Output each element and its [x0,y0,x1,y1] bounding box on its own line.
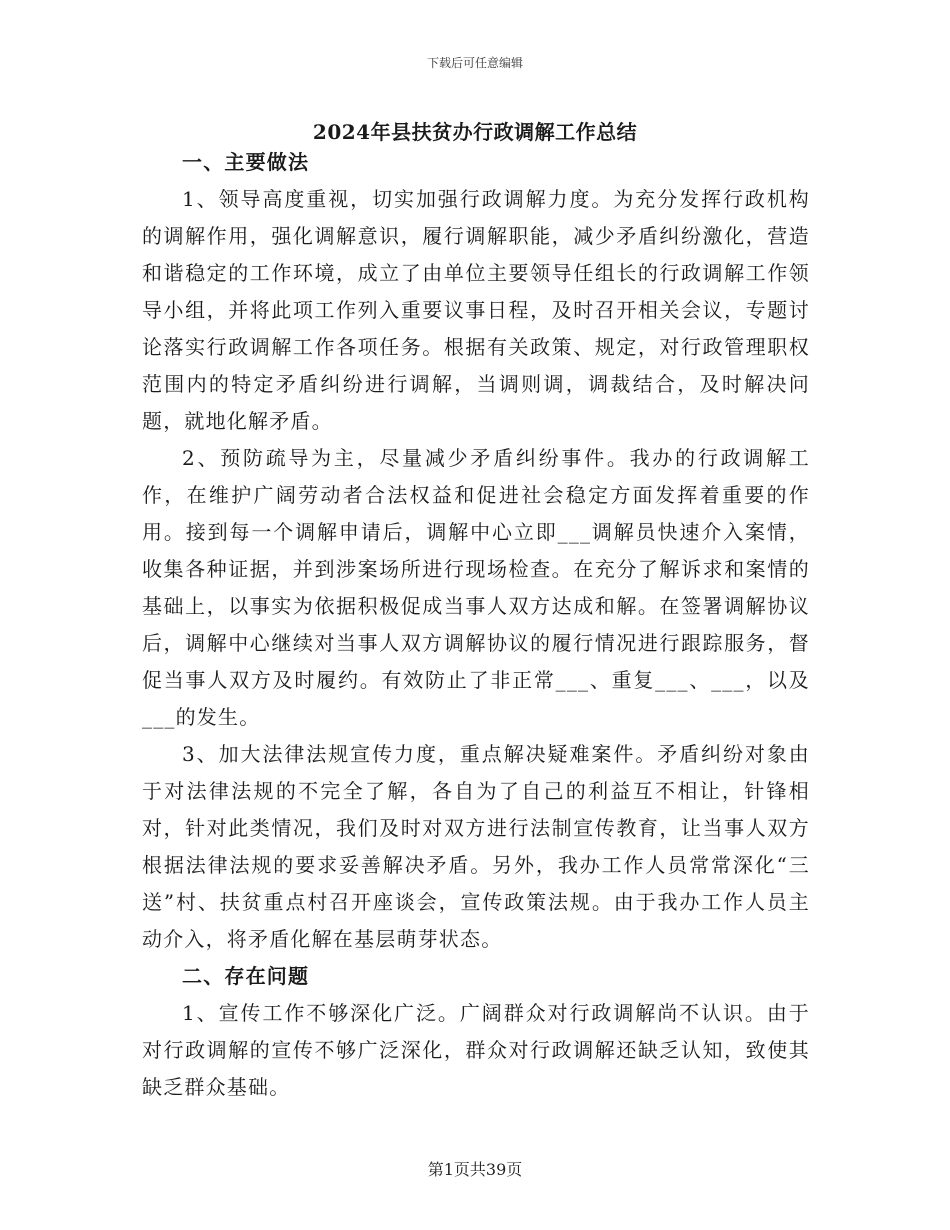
section-heading-problems: 二、存在问题 [182,964,310,988]
document-body [142,144,810,1106]
header-note: 下载后可任意编辑 [426,56,523,70]
paragraph-legal-publicity: 3、加大法律法规宣传力度，重点解决疑难案件。矛盾纠纷对象由于对法律法规的不完全了解，各自为了自己的利益互不相让，针锋相对，针对此类情况，我们及时对双方进行法制宣传教育，让当事人双方根据法律法规的要求妥善解决矛盾。另外，我办工作人员常常深化“三送”村、扶贫重点村召开座谈会，宣传政策法规。由于我办工作人员主动介入，将矛盾化解在基层萌芽状态。 [142,742,810,951]
paragraph-prevention: 2、预防疏导为主，尽量减少矛盾纠纷事件。我办的行政调解工作，在维护广阔劳动者合法权益和促进社会稳定方面发挥着重要的作用。接到每一个调解申请后，调解中心立即___调解员快速介入案情，收集各种证据，并到涉案场所进行现场检查。在充分了解诉求和案情的基础上，以事实为依据积极促成当事人双方达成和解。在签署调解协议后，调解中心继续对当事人双方调解协议的履行情况进行跟踪服务，督促当事人双方及时履约。有效防止了非正常___、重复___、___，以及___的发生。 [142,446,810,729]
paragraph-publicity-problem: 1、宣传工作不够深化广泛。广阔群众对行政调解尚不认识。由于对行政调解的宣传不够广泛深化，群众对行政调解还缺乏认知，致使其缺乏群众基础。 [142,1001,810,1099]
paragraph-leadership: 1、领导高度重视，切实加强行政调解力度。为充分发挥行政机构的调解作用，强化调解意识，履行调解职能，减少矛盾纠纷激化，营造和谐稳定的工作环境，成立了由单位主要领导任组长的行政调解工作领导小组，并将此项工作列入重要议事日程，及时召开相关会议，专题讨论落实行政调解工作各项任务。根据有关政策、规定，对行政管理职权范围内的特定矛盾纠纷进行调解，当调则调，调裁结合，及时解决问题，就地化解矛盾。 [142,187,810,433]
page-number: 第1页共39页 [427,1160,523,1179]
section-heading-main-practices: 一、主要做法 [182,150,310,174]
document-title: 2024年县扶贫办行政调解工作总结 [312,120,638,144]
